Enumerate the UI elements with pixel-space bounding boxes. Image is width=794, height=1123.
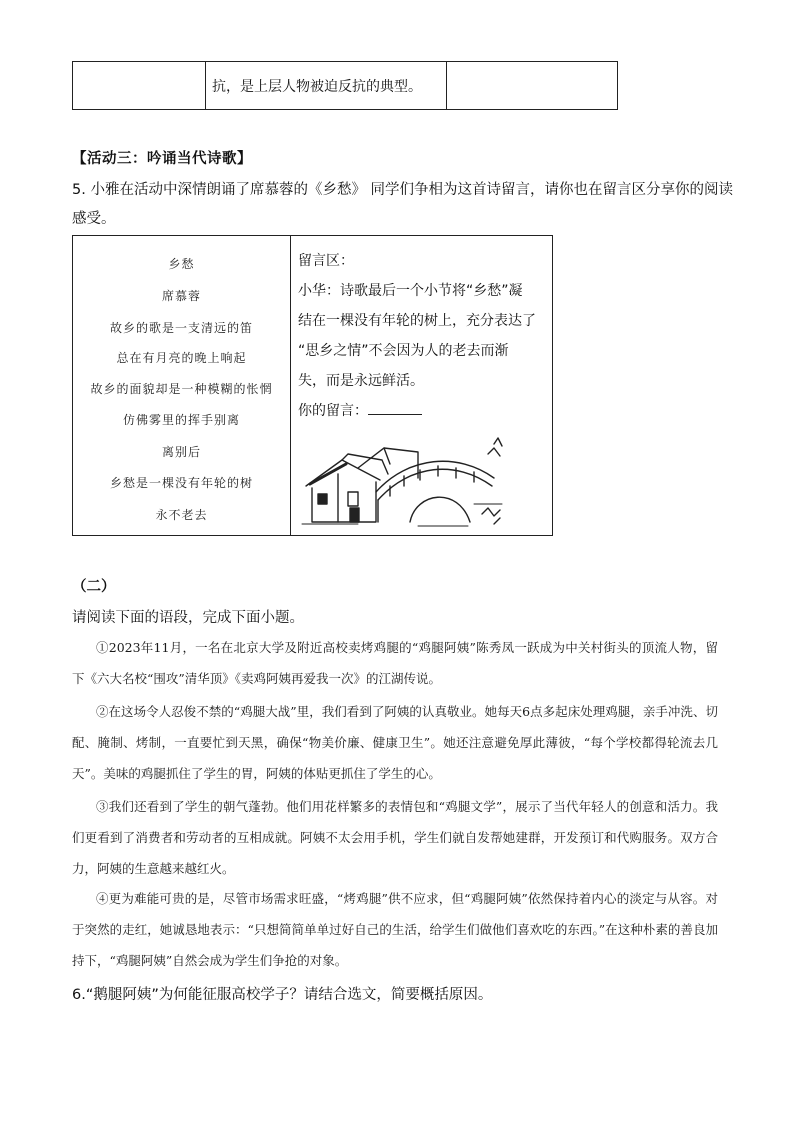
your-comment-blank[interactable] <box>368 400 422 415</box>
table-cell-empty-right <box>447 62 618 110</box>
comment-area-label: 留言区： <box>298 253 354 269</box>
comment-xiaohua-line: 小华：诗歌最后一个小节将“乡愁”凝 <box>298 283 523 299</box>
poem-title: 乡愁 <box>168 257 195 271</box>
section2-intro: 请阅读下面的语段，完成下面小题。 <box>72 610 304 626</box>
poem-column <box>73 236 290 535</box>
table-divider <box>290 236 291 535</box>
comment-xiaohua-line: 结在一棵没有年轮的树上，充分表达了 <box>298 313 536 329</box>
your-comment-label: 你的留言： <box>298 403 368 419</box>
passage-paragraph: ②在这场令人忍俊不禁的“鸡腿大战”里，我们看到了阿姨的认真敬业。她每天6点多起床处理鸡腿，亲手冲洗、切配、腌制、烤制，一直要忙到天黑，确保“物美价廉、健康卫生”。她还注意避免厚此薄彼，“每个学校都得轮流去几天”。美味的鸡腿抓住了学生的胃，阿姨的体贴更抓住了学生的心。 <box>72 704 718 781</box>
table-cell-empty-left <box>73 62 206 110</box>
activity3-heading: 【活动三：吟诵当代诗歌】 <box>72 151 252 167</box>
passage-paragraph: ①2023年11月，一名在北京大学及附近高校卖烤鸡腿的“鸡腿阿姨”陈秀凤一跃成为中关村街头的顶流人物，留下《六大名校“围攻”清华顶》《卖鸡阿姨再爱我一次》的江湖传说。 <box>72 640 718 686</box>
poem-line: 永不老去 <box>155 508 208 522</box>
poem-line: 故乡的面貌却是一种模糊的怅惘 <box>90 382 273 396</box>
poem-line: 总在有月亮的晚上响起 <box>116 351 247 365</box>
passage-paragraph: ③我们还看到了学生的朝气蓬勃。他们用花样繁多的表情包和“鸡腿文学”，展示了当代年轻人的创意和活力。我们更看到了消费者和劳动者的互相成就。阿姨不太会用手机，学生们就自发帮她建群，开发预订和代购服务。双方合力，阿姨的生意越来越红火。 <box>72 799 718 876</box>
question5-line1: 5. 小雅在活动中深情朗诵了席慕蓉的《乡愁》 同学们争相为这首诗留言，请你也在留言区分享你的阅读 <box>72 182 734 198</box>
your-comment-row <box>298 396 543 426</box>
comment-xiaohua-line: “思乡之情”不会因为人的老去而渐 <box>298 343 509 359</box>
comment-column <box>298 246 543 426</box>
top-table-fragment <box>72 61 618 110</box>
poem-author: 席慕蓉 <box>161 289 201 303</box>
poem-line: 乡愁是一棵没有年轮的树 <box>109 476 253 490</box>
question6: 6.“鹅腿阿姨”为何能征服高校学子？请结合选文，简要概括原因。 <box>72 987 493 1003</box>
passage-paragraph: ④更为难能可贵的是，尽管市场需求旺盛，“烤鸡腿”供不应求，但“鸡腿阿姨”依然保持着内心的淡定与从容。对于突然的走红，她诚恳地表示：“只想简简单单过好自己的生活，给学生们做他们喜欢吃的东西。”在这种朴素的善良加持下，“鸡腿阿姨”自然会成为学生们争抢的对象。 <box>72 891 718 968</box>
poem-line: 离别后 <box>161 445 201 459</box>
table-cell-text: 抗，是上层人物被迫反抗的典型。 <box>206 62 447 110</box>
comment-xiaohua-line: 失，而是永远鲜活。 <box>298 373 424 389</box>
poem-comment-table <box>72 235 553 536</box>
section2-heading: （二） <box>72 579 116 595</box>
question5-line2: 感受。 <box>72 211 116 227</box>
poem-line: 仿佛雾里的挥手别离 <box>122 413 240 427</box>
poem-line: 故乡的歌是一支清远的笛 <box>109 321 253 335</box>
village-bridge-sketch <box>298 434 506 530</box>
